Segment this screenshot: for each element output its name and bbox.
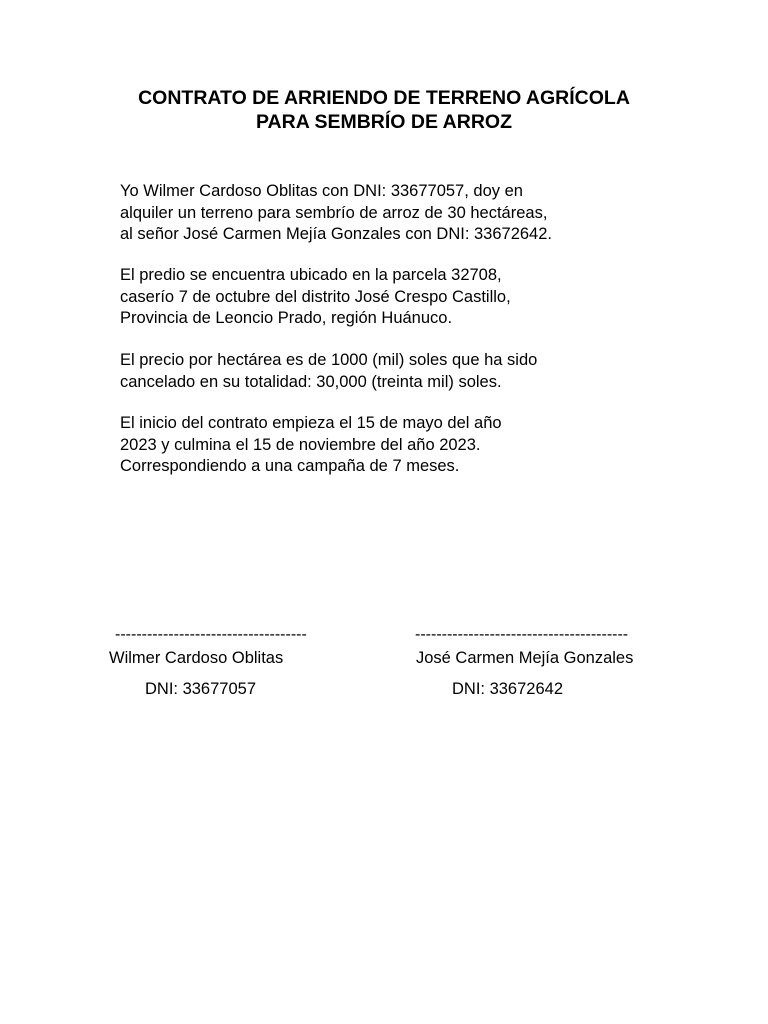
paragraph-line: Provincia de Leoncio Prado, región Huánuco. [120, 309, 453, 327]
paragraph-duration [120, 413, 502, 478]
signatory-name-left: Wilmer Cardoso Oblitas [109, 649, 284, 667]
paragraph-line: caserío 7 de octubre del distrito José Crespo Castillo, [120, 287, 511, 306]
paragraph-line: El predio se encuentra ubicado en la parcela 32708, [120, 266, 502, 284]
signatory-name-right: José Carmen Mejía Gonzales [416, 649, 634, 667]
signatory-dni-left: DNI: 33677057 [145, 680, 256, 698]
paragraph-line: al señor José Carmen Mejía Gonzales con DNI: 33672642. [120, 225, 552, 243]
paragraph-line: El precio por hectárea es de 1000 (mil) soles que ha sido [120, 351, 538, 369]
paragraph-price [120, 350, 537, 393]
paragraph-line: 2023 y culmina el 15 de noviembre del año 2023. [120, 435, 481, 454]
paragraph-parties [120, 181, 552, 246]
signature-line-left: ------------------------------------ [115, 626, 307, 643]
document-title [0, 86, 768, 134]
title-line-2: PARA SEMBRÍO DE ARROZ [255, 111, 513, 133]
paragraph-location [120, 265, 511, 330]
paragraph-line: El inicio del contrato empieza el 15 de mayo del año [120, 414, 502, 432]
signatory-dni-right: DNI: 33672642 [452, 680, 563, 698]
paragraph-line: Correspondiendo a una campaña de 7 meses. [120, 457, 460, 475]
paragraph-line: cancelado en su totalidad: 30,000 (treinta mil) soles. [120, 372, 502, 391]
signature-line-right: ---------------------------------------- [415, 626, 629, 643]
paragraph-line: Yo Wilmer Cardoso Oblitas con DNI: 33677057, doy en [120, 182, 523, 200]
title-line-1: CONTRATO DE ARRIENDO DE TERRENO AGRÍCOLA [138, 87, 630, 109]
paragraph-line: alquiler un terreno para sembrío de arroz de 30 hectáreas, [120, 203, 548, 222]
